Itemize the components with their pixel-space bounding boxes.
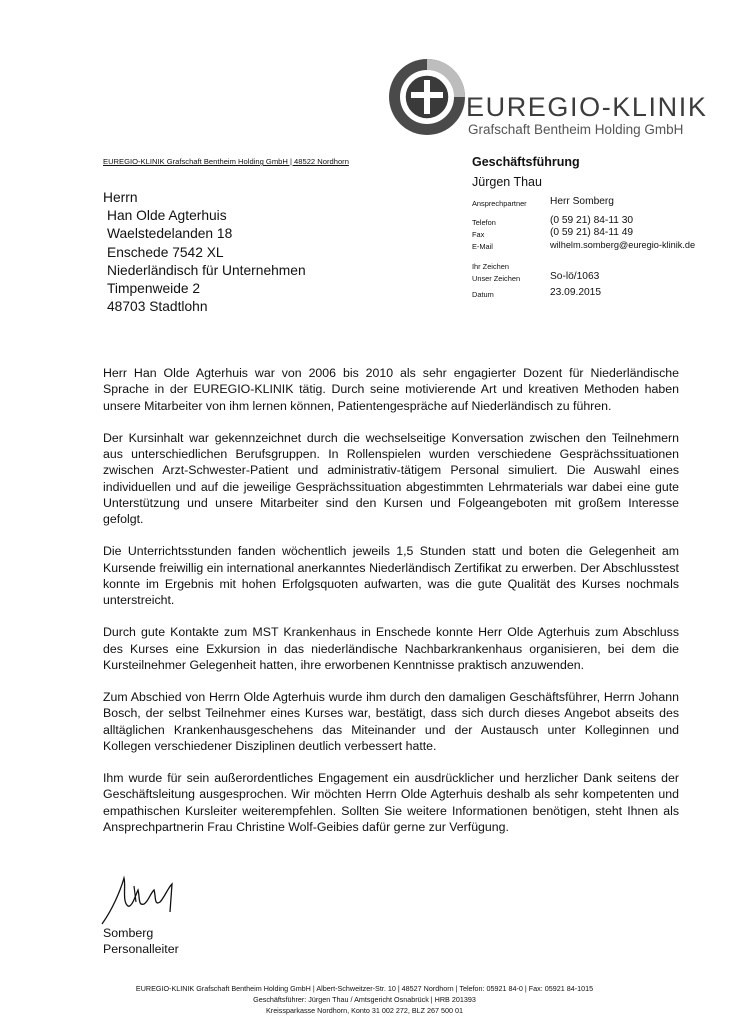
recipient-address <box>103 189 306 316</box>
brand-name: EUREGIO-KLINIK <box>466 92 708 122</box>
body-paragraph: Durch gute Kontakte zum MST Krankenhaus in Enschede konnte Herr Olde Agterhuis zum Abschluss des Kurses eine Exkursion in das niederländische Nachbarkrankenhaus organisieren, bei dem die Kursteilnehmer Gelegenheit hatten, ihre erworbenen Kenntnisse praktisch anzuwenden. <box>103 625 679 672</box>
info-block <box>472 155 712 309</box>
recipient-street2: Timpenweide 2 <box>107 281 201 297</box>
sender-line: EUREGIO-KLINIK Grafschaft Bentheim Holding GmbH | 48522 Nordhorn <box>103 157 349 166</box>
phone-label: Telefon <box>472 218 496 227</box>
brand-subtitle: Grafschaft Bentheim Holding GmbH <box>468 122 684 137</box>
signer-title: Personalleiter <box>103 942 179 956</box>
footer-line: Kreissparkasse Nordhorn, Konto 31 002 272, BLZ 267 500 01 <box>266 1006 463 1015</box>
letter-body <box>103 365 679 851</box>
department: Geschäftsführung <box>472 155 580 169</box>
contact-value: Herr Somberg <box>550 196 614 207</box>
footer-line: Geschäftsführer: Jürgen Thau / Amtsgericht Osnabrück | HRB 201393 <box>253 995 476 1004</box>
recipient-street: Waelstedelanden 18 <box>107 226 233 242</box>
body-paragraph: Herr Han Olde Agterhuis war von 2006 bis 2010 als sehr engagierter Dozent für Niederländische Sprache in der EUREGIO-KLINIK tätig. Durch seine motivierende Art und kreativen Methoden haben unsere Mitarbeiter von ihm lernen können, Patientengespräche auf Niederländisch zu führen. <box>103 366 679 413</box>
recipient-city: Enschede 7542 XL <box>107 244 224 260</box>
department-head: Jürgen Thau <box>472 175 542 189</box>
phone-value: (0 59 21) 84-11 30 <box>550 215 634 226</box>
your-ref-label: Ihr Zeichen <box>472 262 509 271</box>
our-ref-value: So-lö/1063 <box>550 271 600 282</box>
signer-block <box>103 925 179 957</box>
letter-footer <box>0 983 729 1016</box>
recipient-name: Han Olde Agterhuis <box>107 208 227 224</box>
body-paragraph: Die Unterrichtsstunden fanden wöchentlich jeweils 1,5 Stunden statt und boten die Gelegenheit am Kursende freiwillig ein international anerkanntes Niederländisch Zertifikat zu erwerben. Der Abschlusstest konnte im Ergebnis mit hohen Erfolgsquoten aufwarten, was die gute Qualität des Kurses nochmals unterstreicht. <box>103 544 679 607</box>
handwritten-signature <box>98 872 188 932</box>
contact-label: Ansprechpartner <box>472 199 527 208</box>
date-value: 23.09.2015 <box>550 287 601 298</box>
footer-line: EUREGIO-KLINIK Grafschaft Bentheim Holding GmbH | Albert-Schweitzer-Str. 10 | 48527 Nordhorn | Telefon: 05921 84-0 | Fax: 05921 84-1015 <box>135 984 594 993</box>
body-paragraph: Zum Abschied von Herrn Olde Agterhuis wurde ihm durch den damaligen Geschäftsführer, Herrn Johann Bosch, der selbst Teilnehmer eines Kurses war, bestätigt, dass sich durch dieses Angebot abseits des alltäglichen Krankenhausgeschehens das Miteinander und der Austausch unter Kolleginnen und Kollegen verschiedener Disziplinen deutlich verbessert hatte. <box>103 690 679 753</box>
cross-circle-logo-icon <box>386 56 468 138</box>
email-value: wilhelm.somberg@euregio-klinik.de <box>550 240 696 250</box>
body-paragraph: Ihm wurde für sein außerordentliches Engagement ein ausdrücklicher und herzlicher Dank seitens der Geschäftsleitung ausgesprochen. Wir möchten Herrn Olde Agterhuis deshalb als sehr kompetenten und empathischen Kursleiter weiterempfehlen. Sollten Sie weitere Informationen benötigen, steht Ihnen als Ansprechpartnerin Frau Christine Wolf-Geibies dafür gerne zur Verfügung. <box>103 771 679 834</box>
email-label: E-Mail <box>472 242 493 251</box>
fax-label: Fax <box>472 230 485 239</box>
recipient-company: Niederländisch für Unternehmen <box>107 262 306 278</box>
our-ref-label: Unser Zeichen <box>472 274 521 283</box>
recipient-city2: 48703 Stadtlohn <box>107 299 208 315</box>
body-paragraph: Der Kursinhalt war gekennzeichnet durch die wechselseitige Konversation zwischen den Teilnehmern aus unterschiedlichen Berufsgruppen. In Rollenspielen wurden verschiedene Gesprächssituationen zwischen Arzt-Schwester-Patient und administrativ-tätigem Personal simuliert. Die Auswahl eines individuellen und auf die jeweilige Gesprächssituation abgestimmten Lehrmaterials war dabei eine gute Unterstützung und unsere Mitarbeiter sind den Kursen und Folgeangeboten mit großem Interesse gefolgt. <box>103 430 679 526</box>
date-label: Datum <box>472 290 494 299</box>
recipient-salutation: Herrn <box>103 190 138 205</box>
fax-value: (0 59 21) 84-11 49 <box>550 227 634 238</box>
signer-name: Somberg <box>103 926 154 940</box>
